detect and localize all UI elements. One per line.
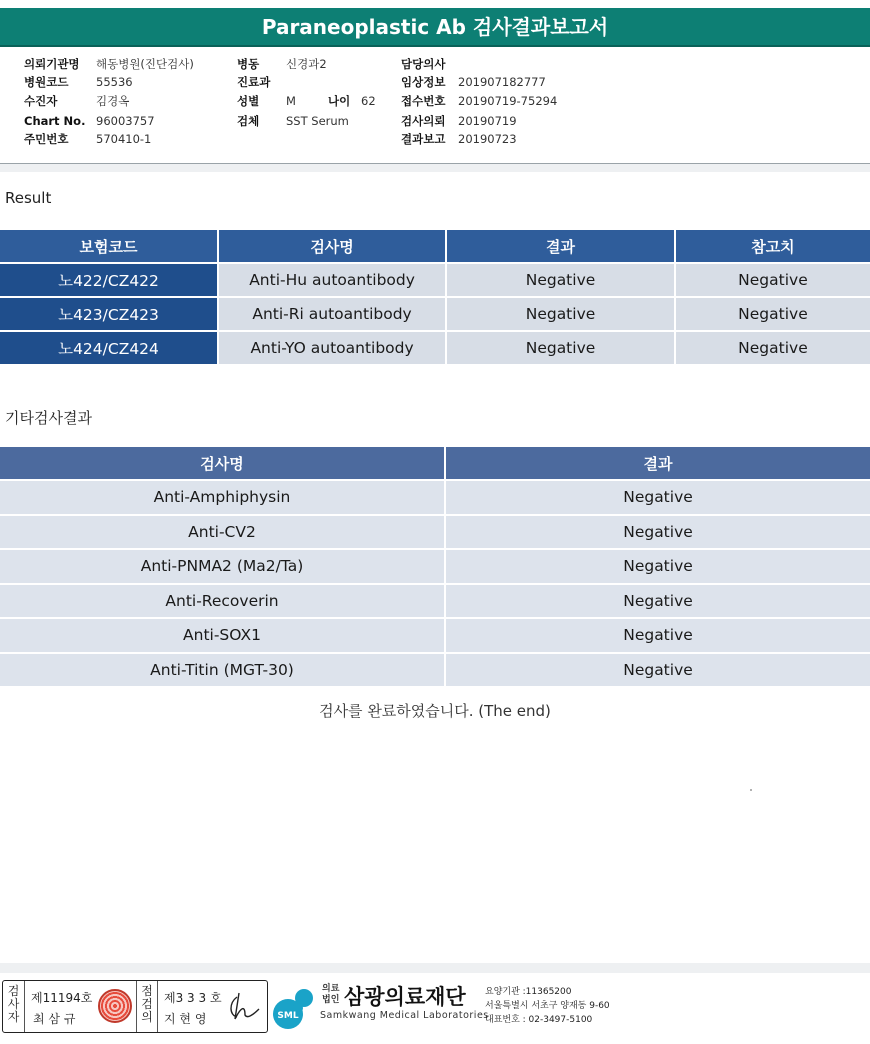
chart-label: Chart No. <box>24 114 86 128</box>
institution-label: 의뢰기관명 <box>24 57 80 71</box>
other-section-label: 기타검사결과 <box>5 409 92 427</box>
sml-logo-icon <box>270 982 320 1032</box>
corp-phone: 대표번호 : 02-3497-5100 <box>485 1015 593 1025</box>
seal-stamp-icon <box>98 989 132 1023</box>
result-value: Negative <box>446 654 870 687</box>
table-row <box>0 264 870 296</box>
insurance-code: 노422/CZ422 <box>0 264 217 296</box>
table-row <box>0 654 870 687</box>
corp-info <box>485 985 610 1027</box>
age-value: 62 <box>361 94 376 108</box>
examiner-name: 최 삼 규 <box>33 1012 76 1026</box>
hospital-code-value: 55536 <box>96 75 133 89</box>
reviewer-license: 제3 3 3 호 <box>164 991 222 1005</box>
test-name: Anti-Titin (MGT-30) <box>0 654 444 687</box>
patient-info-panel <box>0 48 870 164</box>
id-value: 570410-1 <box>96 132 152 146</box>
header-result: 결과 <box>446 447 870 479</box>
table-row <box>0 585 870 618</box>
sex-label: 성별 <box>237 94 260 108</box>
corp-english-name: Samkwang Medical Laboratories <box>320 1010 489 1021</box>
result-value: Negative <box>446 619 870 652</box>
reviewer-name: 지 현 영 <box>164 1012 207 1026</box>
institution-code: 요양기관 :11365200 <box>485 987 572 997</box>
test-name: Anti-SOX1 <box>0 619 444 652</box>
patient-label: 수진자 <box>24 94 58 108</box>
dept-label: 진료과 <box>237 75 271 89</box>
test-name: Anti-Hu autoantibody <box>219 264 445 296</box>
report-value: 20190723 <box>458 132 517 146</box>
clinical-value: 201907182777 <box>458 75 546 89</box>
result-value: Negative <box>447 298 674 330</box>
header-reference: 참고치 <box>676 230 870 262</box>
corp-address: 서울특별시 서초구 양재동 9-60 <box>485 1001 610 1011</box>
insurance-code: 노424/CZ424 <box>0 332 217 364</box>
corp-name: 삼광의료재단 <box>344 985 466 1009</box>
footer-divider <box>0 963 870 973</box>
corp-prefix-2: 법인 <box>322 995 340 1005</box>
result-value: Negative <box>446 550 870 583</box>
specimen-label: 검체 <box>237 114 260 128</box>
signature-icon <box>225 989 263 1023</box>
examiner-label <box>3 981 25 1032</box>
sex-value: M <box>286 94 296 108</box>
result-value: Negative <box>447 264 674 296</box>
stray-dot <box>750 789 752 791</box>
receipt-label: 접수번호 <box>401 94 446 108</box>
corp-type <box>322 984 339 1006</box>
corp-prefix-1: 의료 <box>322 984 340 994</box>
header-test-name: 검사명 <box>0 447 444 479</box>
report-title: Paraneoplastic Ab 검사결과보고서 <box>0 8 870 47</box>
ward-label: 병동 <box>237 57 260 71</box>
table-row <box>0 619 870 652</box>
reviewer-label <box>136 981 158 1032</box>
test-name: Anti-PNMA2 (Ma2/Ta) <box>0 550 444 583</box>
request-label: 검사의뢰 <box>401 114 446 128</box>
table-row <box>0 481 870 514</box>
receipt-value: 20190719-75294 <box>458 94 558 108</box>
ward-value: 신경과2 <box>286 57 327 71</box>
institution-value: 해동병원(진단검사) <box>96 57 194 71</box>
table-row <box>0 298 870 330</box>
result-section-label: Result <box>5 189 52 207</box>
age-label: 나이 <box>328 94 351 108</box>
header-result: 결과 <box>447 230 674 262</box>
reference-value: Negative <box>676 264 870 296</box>
doctor-label: 담당의사 <box>401 57 446 71</box>
hospital-code-label: 병원코드 <box>24 75 69 89</box>
result-value: Negative <box>446 481 870 514</box>
table-row <box>0 550 870 583</box>
other-results-table <box>0 445 870 688</box>
test-name: Anti-CV2 <box>0 516 444 549</box>
result-table-header <box>0 230 870 262</box>
result-value: Negative <box>447 332 674 364</box>
signature-box <box>2 980 268 1033</box>
test-name: Anti-Recoverin <box>0 585 444 618</box>
result-value: Negative <box>446 516 870 549</box>
test-name: Anti-Ri autoantibody <box>219 298 445 330</box>
request-value: 20190719 <box>458 114 517 128</box>
clinical-label: 임상정보 <box>401 75 446 89</box>
header-insurance-code: 보험코드 <box>0 230 217 262</box>
examiner-label-text: 검사자 <box>7 984 20 1024</box>
result-value: Negative <box>446 585 870 618</box>
logo-text: SML <box>277 1011 299 1021</box>
reviewer-label-text: 점검의 <box>141 984 153 1024</box>
end-message: 검사를 완료하였습니다. (The end) <box>319 702 551 720</box>
header-test-name: 검사명 <box>219 230 445 262</box>
table-row <box>0 332 870 364</box>
table-row <box>0 516 870 549</box>
result-table <box>0 228 870 366</box>
divider-strip <box>0 164 870 172</box>
other-table-header <box>0 447 870 479</box>
test-name: Anti-YO autoantibody <box>219 332 445 364</box>
reference-value: Negative <box>676 298 870 330</box>
insurance-code: 노423/CZ423 <box>0 298 217 330</box>
id-label: 주민번호 <box>24 132 69 146</box>
report-label: 결과보고 <box>401 132 446 146</box>
test-name: Anti-Amphiphysin <box>0 481 444 514</box>
reference-value: Negative <box>676 332 870 364</box>
specimen-value: SST Serum <box>286 114 349 128</box>
patient-value: 김경옥 <box>96 94 130 108</box>
chart-value: 96003757 <box>96 114 155 128</box>
examiner-license: 제11194호 <box>31 991 93 1005</box>
